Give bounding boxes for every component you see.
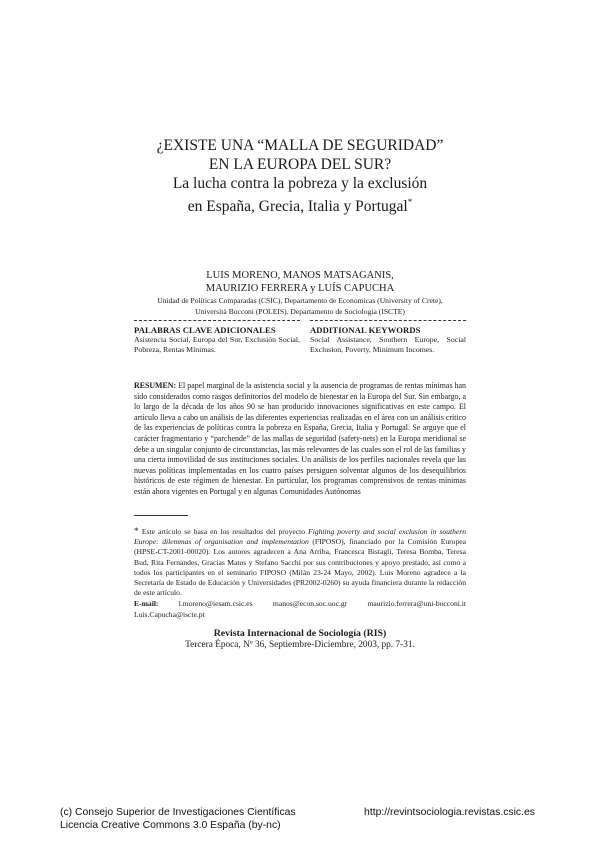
footer-copyright: (c) Consejo Superior de Investigaciones Científicas <box>60 807 296 818</box>
journal-name: Revista Internacional de Sociología (RIS) <box>213 628 387 639</box>
abstract-text: El papel marginal de la asistencia social y la ausencia de programas de rentas mínimas han sido considerados como rasgos definitorios del modelo de bienestar en la Europa del Sur. Sin embargo, a lo largo de la década de los años 90 se han producido innovaciones significativas en este campo. El artículo lleva a cabo un análisis de las diferentes experiencias realizadas en el área con un análisis crítico de las experiencias de políticas contra la pobreza en España, Grecia, Italia y Portugal. Se arguye que el carácter fragmentario y “parchende” de las mallas de seguridad (safety-nets) en la Europa meridional se debe a un singular conjunto de circunstancias, las más relevantes de las cuales son el rol de las familias y una cierta inmovilidad de sus instituciones sociales. Un análisis de los perfiles nacionales revela que las nuevas políticas implementadas en los cuatro países persiguen solventar algunos de los desequilibrios históricos de este régimen de bienestar. En particular, los programas comprensivos de rentas mínimas están ahora vigentes en Portugal y en algunas Comunidades Autónomas <box>134 381 466 496</box>
journal-info <box>134 628 466 650</box>
article-title <box>80 136 520 216</box>
footnote-emails <box>134 599 466 619</box>
abstract-label: RESUMEN <box>134 381 174 390</box>
footnote-separator <box>134 515 188 516</box>
keywords-es-heading: PALABRAS CLAVE ADICIONALES <box>134 325 276 335</box>
footer-url-block <box>364 807 535 820</box>
keywords-es <box>134 325 300 355</box>
footnote-marker: * <box>134 526 142 536</box>
affiliations <box>95 296 505 317</box>
authors-block <box>80 269 520 295</box>
footnote-mark: * <box>407 197 413 207</box>
footer-url[interactable]: http://revintsociologia.revistas.csic.es <box>364 807 535 818</box>
title-line-2: EN LA EUROPA DEL SUR? <box>208 156 392 173</box>
abstract: RESUMEN: El papel marginal de la asistencia social y la ausencia de programas de rentas mínimas han sido considerados como rasgos definitorios del modelo de bienestar en la Europa del Sur. Sin embargo, a lo largo de la década de los años 90 se han producido innovaciones significativas en este campo. El artículo lleva a cabo un análisis de las diferentes experiencias realizadas en el área con un análisis crítico de las experiencias de políticas contra la pobreza en España, Grecia, Italia y Portugal. Se arguye que el carácter fragmentario y “parchende” de las mallas de seguridad (safety-nets) en la Europa meridional se debe a un singular conjunto de circunstancias, las más relevantes de las cuales son el rol de las familias y una cierta inmovilidad de sus instituciones sociales. Un análisis de los perfiles nacionales revela que las nuevas políticas implementadas en los cuatro países persiguen solventar algunos de los desequilibrios históricos de este régimen de bienestar. En particular, los programas comprensivos de rentas mínimas están ahora vigentes en Portugal y en algunas Comunidades Autónomas <box>134 381 466 496</box>
footer-license-text: Licencia Creative Commons 3.0 España (by-nc) <box>60 819 281 831</box>
email-list: l.moreno@iesam.csic.es manos@econ.soc.uoc.gr maurizio.ferrera@uni-bocconi.it Luis.Capucha@iscte.pt <box>134 599 466 619</box>
keywords-en-heading: ADDITIONAL KEYWORDS <box>310 325 421 335</box>
keywords-en-text: Social Assistance, Southern Europe, Social Exclusion, Poverty, Minimum Incomes. <box>310 335 466 354</box>
title-line-3 <box>80 174 520 193</box>
title-line-4 <box>80 193 520 216</box>
affiliation-line-1: Unidad de Políticas Comparadas (CSIC), Departamento de Economicas (University of Crete), <box>157 296 443 305</box>
keywords-rule-right <box>310 320 466 321</box>
footnote-project-title: Fighting poverty and social exclusion in southern Europe: dilemmas of organisation and implementation <box>134 527 466 547</box>
footnote-intro: Este artículo se basa en los resultados del proyecto <box>141 527 309 536</box>
footnote <box>134 526 466 620</box>
footer-license <box>60 807 296 832</box>
authors-line-1: LUIS MORENO, MANOS MATSAGANIS, <box>206 270 394 281</box>
subtitle-line-2: en España, Grecia, Italia y Portugal <box>187 198 408 216</box>
authors-line-2: MAURIZIO FERRERA y LUÍS CAPUCHA <box>205 283 395 294</box>
journal-issue: Tercera Época, Nº 36, Septiembre-Diciembre, 2003, pp. 7-31. <box>185 640 415 650</box>
footnote-rest: (FIPOSO), financiado por la Comisión Europea (HPSE-CT-2001-00020). Los autores agradecen a Ana Arriba, Francesca Bistagli, Teresa Bomba, Teresa Bud, Rita Fernandes, Gracias Matos y Stefano Sacchi por sus contribuciones y apoyo prestado, así como a todos los participantes en el seminario FIPOSO (Milán 23-24 Mayo, 2002). Luis Moreno agradece a la Secretaría de Estado de Educación y Universidades (PR2002-0260) su ayuda financiera durante la redacción de este artículo. <box>134 537 467 598</box>
email-label: E-mail: <box>134 599 159 609</box>
affiliation-line-2: Università Bocconi (POLEIS). Departamento de Sociologia (ISCTE) <box>195 306 405 316</box>
subtitle-line-1: La lucha contra la pobreza y la exclusión <box>172 175 428 192</box>
keywords-rule-left <box>134 320 300 321</box>
keywords-en <box>310 325 466 355</box>
title-line-1: ¿EXISTE UNA “MALLA DE SEGURIDAD” <box>156 137 444 154</box>
keywords-es-text: Asistencia Social, Europa del Sur, Exclusión Social, Pobreza, Rentas Mínimas. <box>134 335 300 354</box>
